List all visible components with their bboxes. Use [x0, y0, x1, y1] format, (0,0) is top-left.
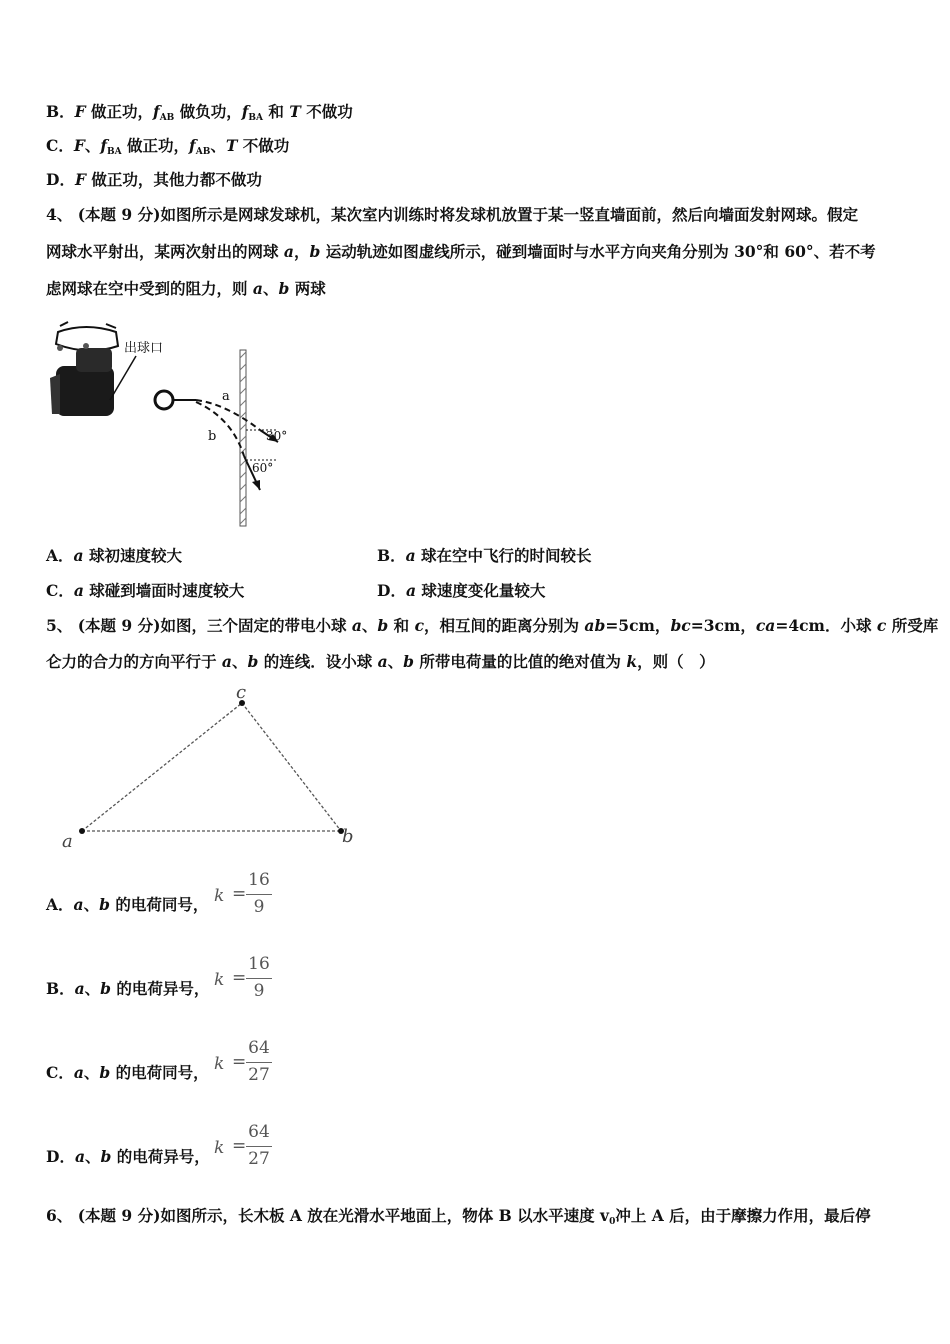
outlet-label: 出球口: [124, 341, 164, 356]
q4-option-d: D．a 球速度变化量较大: [377, 581, 546, 600]
q5-option-a: A．a、b 的电荷同号，: [46, 895, 209, 914]
q5-option-d-formula: k = 64 27: [214, 1122, 276, 1168]
q4-option-c: C．a 球碰到墙面时速度较大: [46, 581, 245, 600]
q3-option-b: B．F 做正功，$f_{AB}$ 做负功，$f_{BA}$ 和 T 不做功: [46, 102, 353, 123]
label-a: a: [222, 389, 230, 404]
q5-option-a-formula: k = 16 9: [214, 870, 276, 916]
charge-a: [79, 828, 85, 834]
q5-option-b-formula: k = 16 9: [214, 954, 276, 1000]
triangle-figure: [56, 682, 366, 854]
trajectory-b: [196, 402, 244, 456]
q5-option-b: B．a、b 的电荷异号，: [46, 979, 210, 998]
label-b: b: [342, 826, 354, 847]
q5-option-c-formula: k = 64 27: [214, 1038, 276, 1084]
q5-stem-line2: 仑力的合力的方向平行于 a、b 的连线．设小球 a、b 所带电荷量的比值的绝对值为 k，则（ ）: [46, 652, 715, 671]
q4-stem-line2: 网球水平射出，某两次射出的网球 a，b 运动轨迹如图虚线所示，碰到墙面时与水平方向夹角分别为 30°和 60°、若不考: [46, 242, 876, 261]
label-c: c: [236, 682, 247, 703]
trajectory-a: [196, 400, 260, 430]
angle-30: 30°: [266, 429, 288, 443]
q3-option-d: D．F 做正功，其他力都不做功: [46, 170, 262, 189]
q6-stem-line1: 6、 (本题 9 分)如图所示，长木板 A 放在光滑水平地面上，物体 B 以水平速度 $v_0$冲上 A 后，由于摩擦力作用，最后停: [46, 1206, 871, 1227]
q3-option-c: C．F、$f_{BA}$ 做正功，$f_{AB}$、T 不做功: [46, 136, 290, 157]
tennis-launcher-figure: [46, 318, 306, 530]
q4-option-a: A．a 球初速度较大: [46, 546, 182, 565]
q4-option-b: B．a 球在空中飞行的时间较长: [377, 546, 592, 565]
angle-60: 60°: [252, 461, 274, 475]
q5-option-d: D．a、b 的电荷异号，: [46, 1147, 210, 1166]
q5-stem-line1: 5、 (本题 9 分)如图，三个固定的带电小球 a、b 和 c，相互间的距离分别为 ab=5cm，bc=3cm，ca=4cm．小球 c 所受库: [46, 616, 939, 635]
q4-stem-line1: 4、 (本题 9 分)如图所示是网球发球机，某次室内训练时将发球机放置于某一竖直墙面前，然后向墙面发射网球。假定: [46, 205, 858, 224]
label-b: b: [208, 429, 217, 444]
tennis-ball: [155, 391, 173, 409]
q5-option-c: C．a、b 的电荷同号，: [46, 1063, 209, 1082]
q4-stem-line3: 虑网球在空中受到的阻力，则 a、b 两球: [46, 279, 326, 298]
label-a: a: [62, 831, 73, 852]
